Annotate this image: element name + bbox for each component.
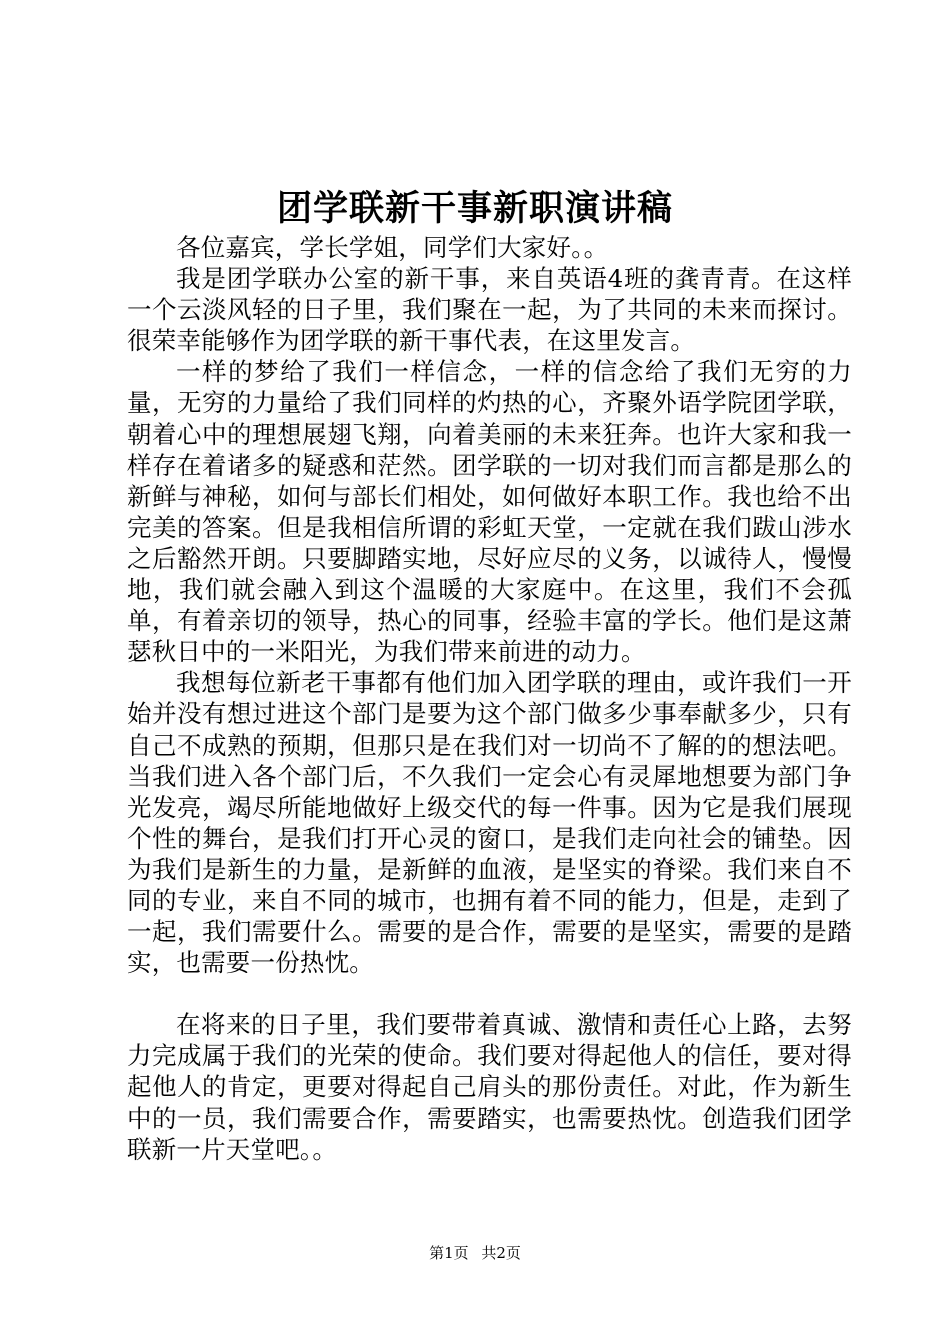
page-number: 第1页 xyxy=(429,1244,469,1262)
page-footer xyxy=(0,1243,950,1263)
paragraph-greeting: 各位嘉宾，学长学姐，同学们大家好。。 xyxy=(176,233,609,262)
paragraph-closing: 在将来的日子里，我们要带着真诚、激情和责任心上路，去努力完成属于我们的光荣的使命。我们要对得起他人的信任，要对得起他人的肯定，更要对得起自己肩头的那份责任。对此，作为新生中的一员，我们需要合作，需要踏实，也需要热忱。创造我们团学联新一片天堂吧。。 xyxy=(127,1010,852,1164)
page-title: 团学联新干事新职演讲稿 xyxy=(276,188,673,229)
paragraph-shared-dream: 一样的梦给了我们一样信念，一样的信念给了我们无穷的力量，无穷的力量给了我们同样的灼热的心，齐聚外语学院团学联，朝着心中的理想展翅飞翔，向着美丽的未来狂奔。也许大家和我一样存在着诸多的疑惑和茫然。团学联的一切对我们而言都是那么的新鲜与神秘，如何与部长们相处，如何做好本职工作。我也给不出完美的答案。但是我相信所谓的彩虹天堂，一定就在我们跋山涉水之后豁然开朗。只要脚踏实地，尽好应尽的义务，以诚待人，慢慢地，我们就会融入到这个温暖的大家庭中。在这里，我们不会孤单，有着亲切的领导，热心的同事，经验丰富的学长。他们是这萧瑟秋日中的一米阳光，为我们带来前进的动力。 xyxy=(127,357,852,667)
document-body xyxy=(127,232,852,1165)
paragraph-reasons: 我想每位新老干事都有他们加入团学联的理由，或许我们一开始并没有想过进这个部门是要为这个部门做多少事奉献多少，只有自己不成熟的预期，但那只是在我们对一切尚不了解的的想法吧。当我们进入各个部门后，不久我们一定会心有灵犀地想要为部门争光发亮，竭尽所能地做好上级交代的每一件事。因为它是我们展现个性的舞台，是我们打开心灵的窗口，是我们走向社会的铺垫。因为我们是新生的力量，是新鲜的血液，是坚实的脊梁。我们来自不同的专业，来自不同的城市，也拥有着不同的能力，但是，走到了一起，我们需要什么。需要的是合作，需要的是坚实，需要的是踏实，也需要一份热忱。 xyxy=(127,668,852,978)
page-total: 共2页 xyxy=(481,1244,521,1262)
paragraph-introduction: 我是团学联办公室的新干事，来自英语4班的龚青青。在这样一个云淡风轻的日子里，我们聚在一起，为了共同的未来而探讨。很荣幸能够作为团学联的新干事代表，在这里发言。 xyxy=(127,264,852,356)
